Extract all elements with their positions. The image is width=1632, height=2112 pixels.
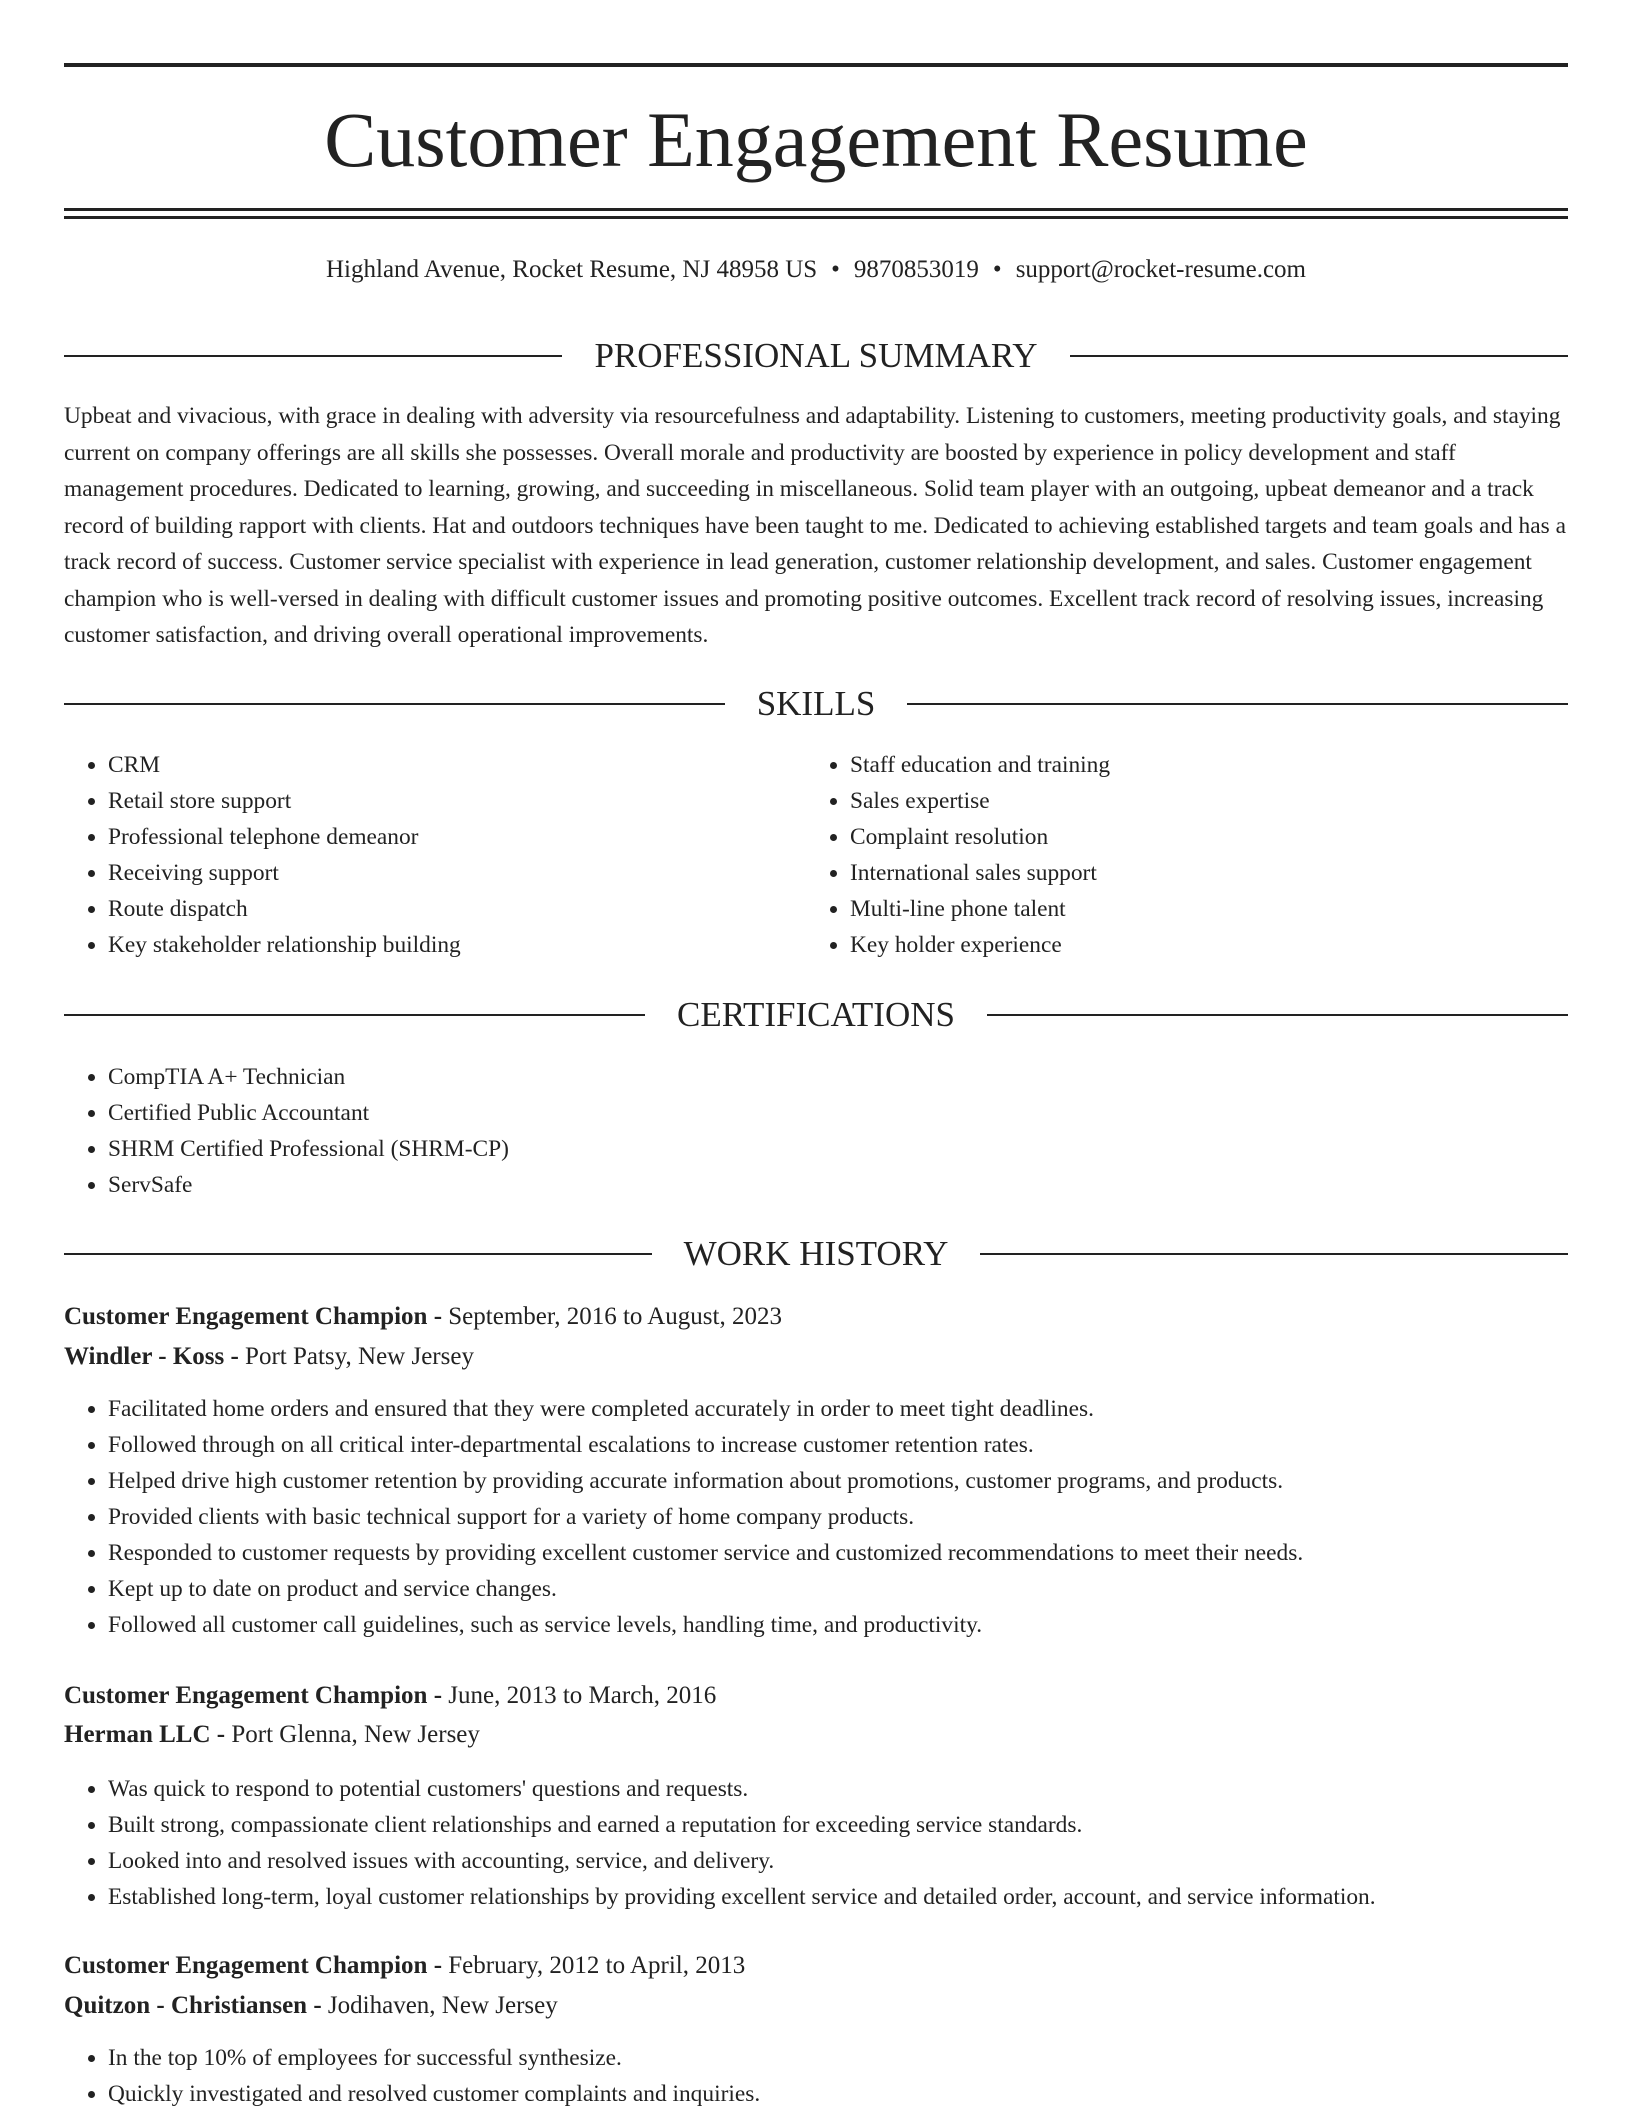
- job-bullet: • Built strong, compassionate client relationships and earned a reputation for exceeding service standards.: [108, 1807, 1568, 1843]
- section-title: WORK HISTORY: [683, 1234, 949, 1273]
- contact-separator: •: [992, 256, 1002, 283]
- job-bullet: • Followed through on all critical inter-departmental escalations to increase customer retention rates.: [108, 1427, 1568, 1463]
- heading-rule: [907, 703, 1568, 705]
- job-bullet: • Helped drive high customer retention by providing accurate information about promotions, customer programs, and products.: [108, 1463, 1568, 1499]
- skill-item: • CRM: [108, 747, 808, 783]
- skill-item: • Professional telephone demeanor: [108, 819, 808, 855]
- heading-rule: [987, 1014, 1568, 1016]
- job-title: Customer Engagement Champion: [64, 1303, 428, 1330]
- skill-item: • Staff education and training: [850, 747, 1550, 783]
- skill-item: • Sales expertise: [850, 783, 1550, 819]
- resume-title: Customer Engagement Resume: [324, 96, 1308, 183]
- job-company-line: [64, 1338, 1568, 1376]
- job-bullet: • In the top 10% of employees for successful synthesize.: [108, 2040, 1568, 2076]
- job-dates: February, 2012 to April, 2013: [448, 1952, 746, 1979]
- dash: -: [224, 1343, 246, 1370]
- contact-email[interactable]: support@rocket-resume.com: [1015, 256, 1306, 283]
- job-bullets: [64, 1391, 1568, 1643]
- contact-separator: •: [831, 256, 840, 283]
- skill-item: • Key holder experience: [850, 927, 1550, 963]
- job-bullet: • Facilitated home orders and ensured that they were completed accurately in order to meet tight deadlines.: [108, 1391, 1568, 1427]
- skill-item: • Route dispatch: [108, 891, 808, 927]
- section-heading-skills: [64, 682, 1568, 726]
- job-bullet: • Was quick to respond to potential customers' questions and requests.: [108, 1771, 1568, 1807]
- section-heading-certifications: [64, 993, 1568, 1037]
- certifications-list: [64, 1059, 1508, 1203]
- title-double-rule: [64, 208, 1568, 219]
- heading-rule: [1070, 355, 1568, 357]
- job-company: Windler - Koss: [64, 1343, 225, 1370]
- skills-list-right: [806, 747, 1550, 963]
- certification-item: • CompTIA A+ Technician: [108, 1059, 1508, 1095]
- heading-rule: [64, 1014, 645, 1016]
- dash: -: [210, 1721, 232, 1748]
- job-title: Customer Engagement Champion: [64, 1682, 428, 1709]
- heading-rule: [64, 355, 562, 357]
- job-dates: September, 2016 to August, 2023: [448, 1303, 782, 1330]
- contact-phone: 9870853019: [853, 256, 979, 283]
- job-bullet: • Looked into and resolved issues with accounting, service, and delivery.: [108, 1843, 1568, 1879]
- dash: -: [427, 1682, 449, 1709]
- job-company: Quitzon - Christiansen: [64, 1992, 308, 2019]
- section-title: PROFESSIONAL SUMMARY: [594, 336, 1038, 375]
- dash: -: [427, 1303, 449, 1330]
- section-title: SKILLS: [756, 684, 876, 723]
- skills-list-left: [64, 747, 808, 963]
- contact-address: Highland Avenue, Rocket Resume, NJ 48958 US: [326, 256, 818, 283]
- heading-rule: [64, 703, 725, 705]
- job-company-line: [64, 1987, 1568, 2025]
- skill-item: • International sales support: [850, 855, 1550, 891]
- section-heading-work-history: [64, 1232, 1568, 1276]
- certification-item: • Certified Public Accountant: [108, 1095, 1508, 1131]
- job-bullet: • Provided clients with basic technical support for a variety of home company products.: [108, 1499, 1568, 1535]
- skill-item: • Multi-line phone talent: [850, 891, 1550, 927]
- job-title-line: [64, 1947, 1568, 1985]
- top-rule: [64, 63, 1568, 67]
- skill-item: • Key stakeholder relationship building: [108, 927, 808, 963]
- heading-rule: [980, 1253, 1568, 1255]
- job-bullets: [64, 1771, 1568, 1915]
- job-company-line: [64, 1716, 1568, 1754]
- job-bullets: [64, 2040, 1568, 2112]
- section-title: CERTIFICATIONS: [677, 995, 955, 1034]
- job-title-line: [64, 1677, 1568, 1715]
- job-bullet: • Followed all customer call guidelines, such as service levels, handling time, and productivity.: [108, 1607, 1568, 1643]
- job-bullet: • Established long-term, loyal customer relationships by providing excellent service and detailed order, account, and service information.: [108, 1879, 1568, 1915]
- job-company: Herman LLC: [64, 1721, 211, 1748]
- certification-item: • SHRM Certified Professional (SHRM-CP): [108, 1131, 1508, 1167]
- job-title-line: [64, 1298, 1568, 1336]
- job-bullet: • Quickly investigated and resolved customer complaints and inquiries.: [108, 2076, 1568, 2112]
- job-location: Port Patsy, New Jersey: [245, 1343, 474, 1370]
- skill-item: • Retail store support: [108, 783, 808, 819]
- job-dates: June, 2013 to March, 2016: [448, 1682, 717, 1709]
- contact-line: [64, 252, 1568, 288]
- dash: -: [427, 1952, 449, 1979]
- skill-item: • Complaint resolution: [850, 819, 1550, 855]
- job-bullet: • Kept up to date on product and service changes.: [108, 1571, 1568, 1607]
- certification-item: • ServSafe: [108, 1167, 1508, 1203]
- section-heading-summary: [64, 334, 1568, 378]
- heading-rule: [64, 1253, 652, 1255]
- job-location: Jodihaven, New Jersey: [327, 1992, 558, 2019]
- dash: -: [307, 1992, 328, 2019]
- summary-text: Upbeat and vivacious, with grace in dealing with adversity via resourcefulness and adaptability. Listening to customers, meeting productivity goals, and staying current on company offerings are all skills she possesses. Overall morale and productivity are boosted by experience in policy development and staff management procedures. Dedicated to learning, growing, and succeeding in miscellaneous. Solid team player with an outgoing, upbeat demeanor and a track record of building rapport with clients. Hat and outdoors techniques have been taught to me. Dedicated to achieving established targets and team goals and has a track record of success. Customer service specialist with experience in lead generation, customer relationship development, and sales. Customer engagement champion who is well-versed in dealing with difficult customer issues and promoting positive outcomes. Excellent track record of resolving issues, increasing customer satisfaction, and driving overall operational improvements.: [64, 403, 1566, 648]
- skill-item: • Receiving support: [108, 855, 808, 891]
- job-location: Port Glenna, New Jersey: [231, 1721, 480, 1748]
- job-bullet: • Responded to customer requests by providing excellent customer service and customized recommendations to meet their needs.: [108, 1535, 1568, 1571]
- job-title: Customer Engagement Champion: [64, 1952, 428, 1979]
